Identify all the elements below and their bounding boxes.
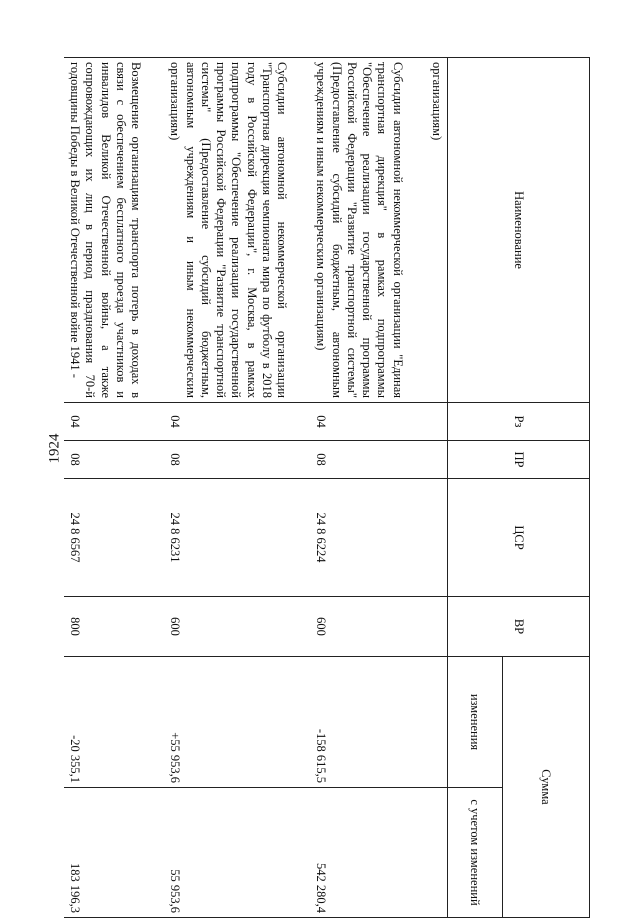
row-pr: 08 [64, 441, 146, 479]
row-rz [426, 403, 448, 441]
row-change: +55 953,6 [164, 657, 292, 788]
budget-table [64, 57, 590, 918]
row-change [426, 657, 448, 788]
table-body [64, 58, 448, 918]
row-pr: 08 [310, 441, 408, 479]
table-row [310, 58, 408, 918]
row-with-change: 183 196,3 [64, 788, 146, 918]
header-with-change: с учетом изменений [448, 788, 503, 918]
row-vr: 600 [310, 597, 408, 657]
header-change: изменения [448, 657, 503, 788]
table-row [426, 58, 448, 918]
row-name: Субсидии автономной некоммерческой организации "Транспортная дирекция чемпионата мира по футболу в 2018 году в Российской Федерации", г. Москва, в рамках подпрограммы "Обеспечение реализации государственной программы Российской Федерации "Развитие транспортной системы" (Предоставление субсидий бюджетным, автономным учреждениям и иным некоммерческим организациям) [164, 58, 292, 403]
row-spacer [408, 58, 426, 918]
row-csr: 24 8 6231 [164, 479, 292, 597]
header-csr: ЦСР [448, 479, 590, 597]
page-number: 1924 [46, 433, 63, 464]
row-name: Возмещение организациям транспорта потерь в доходах в связи с обеспечением бесплатного проезда участников и инвалидов Великой Отечественной войны, а также сопровождающих их лиц в период празднования 70-й годовщины Победы в Великой Отечественной войне 1941 - [64, 58, 146, 403]
row-spacer [146, 58, 164, 918]
table-header [448, 58, 590, 918]
header-pr: ПР [448, 441, 590, 479]
row-vr: 800 [64, 597, 146, 657]
table-row [64, 58, 146, 918]
table-row [164, 58, 292, 918]
row-change: -158 615,5 [310, 657, 408, 788]
row-with-change: 542 280,4 [310, 788, 408, 918]
row-vr: 600 [164, 597, 292, 657]
row-name: Субсидии автономной некоммерческой организации "Единая транспортная дирекция" в рамках подпрограммы "Обеспечение реализации государственной программы Российской Федерации "Развитие транспортной системы" (Предоставление субсидий бюджетным, автономным учреждениям и иным некоммерческим организациям) [310, 58, 408, 403]
row-vr [426, 597, 448, 657]
row-rz: 04 [64, 403, 146, 441]
row-name: организациям) [426, 58, 448, 403]
header-name: Наименование [448, 58, 590, 403]
row-csr [426, 479, 448, 597]
header-sum: Сумма [503, 657, 590, 918]
row-csr: 24 8 6567 [64, 479, 146, 597]
row-change: -20 355,1 [64, 657, 146, 788]
row-with-change [426, 788, 448, 918]
header-rz: Рз [448, 403, 590, 441]
budget-table-rotated [68, 57, 590, 917]
row-pr: 08 [164, 441, 292, 479]
row-rz: 04 [310, 403, 408, 441]
row-csr: 24 8 6224 [310, 479, 408, 597]
row-rz: 04 [164, 403, 292, 441]
row-pr [426, 441, 448, 479]
row-with-change: 55 953,6 [164, 788, 292, 918]
header-vr: ВР [448, 597, 590, 657]
row-spacer [292, 58, 310, 918]
